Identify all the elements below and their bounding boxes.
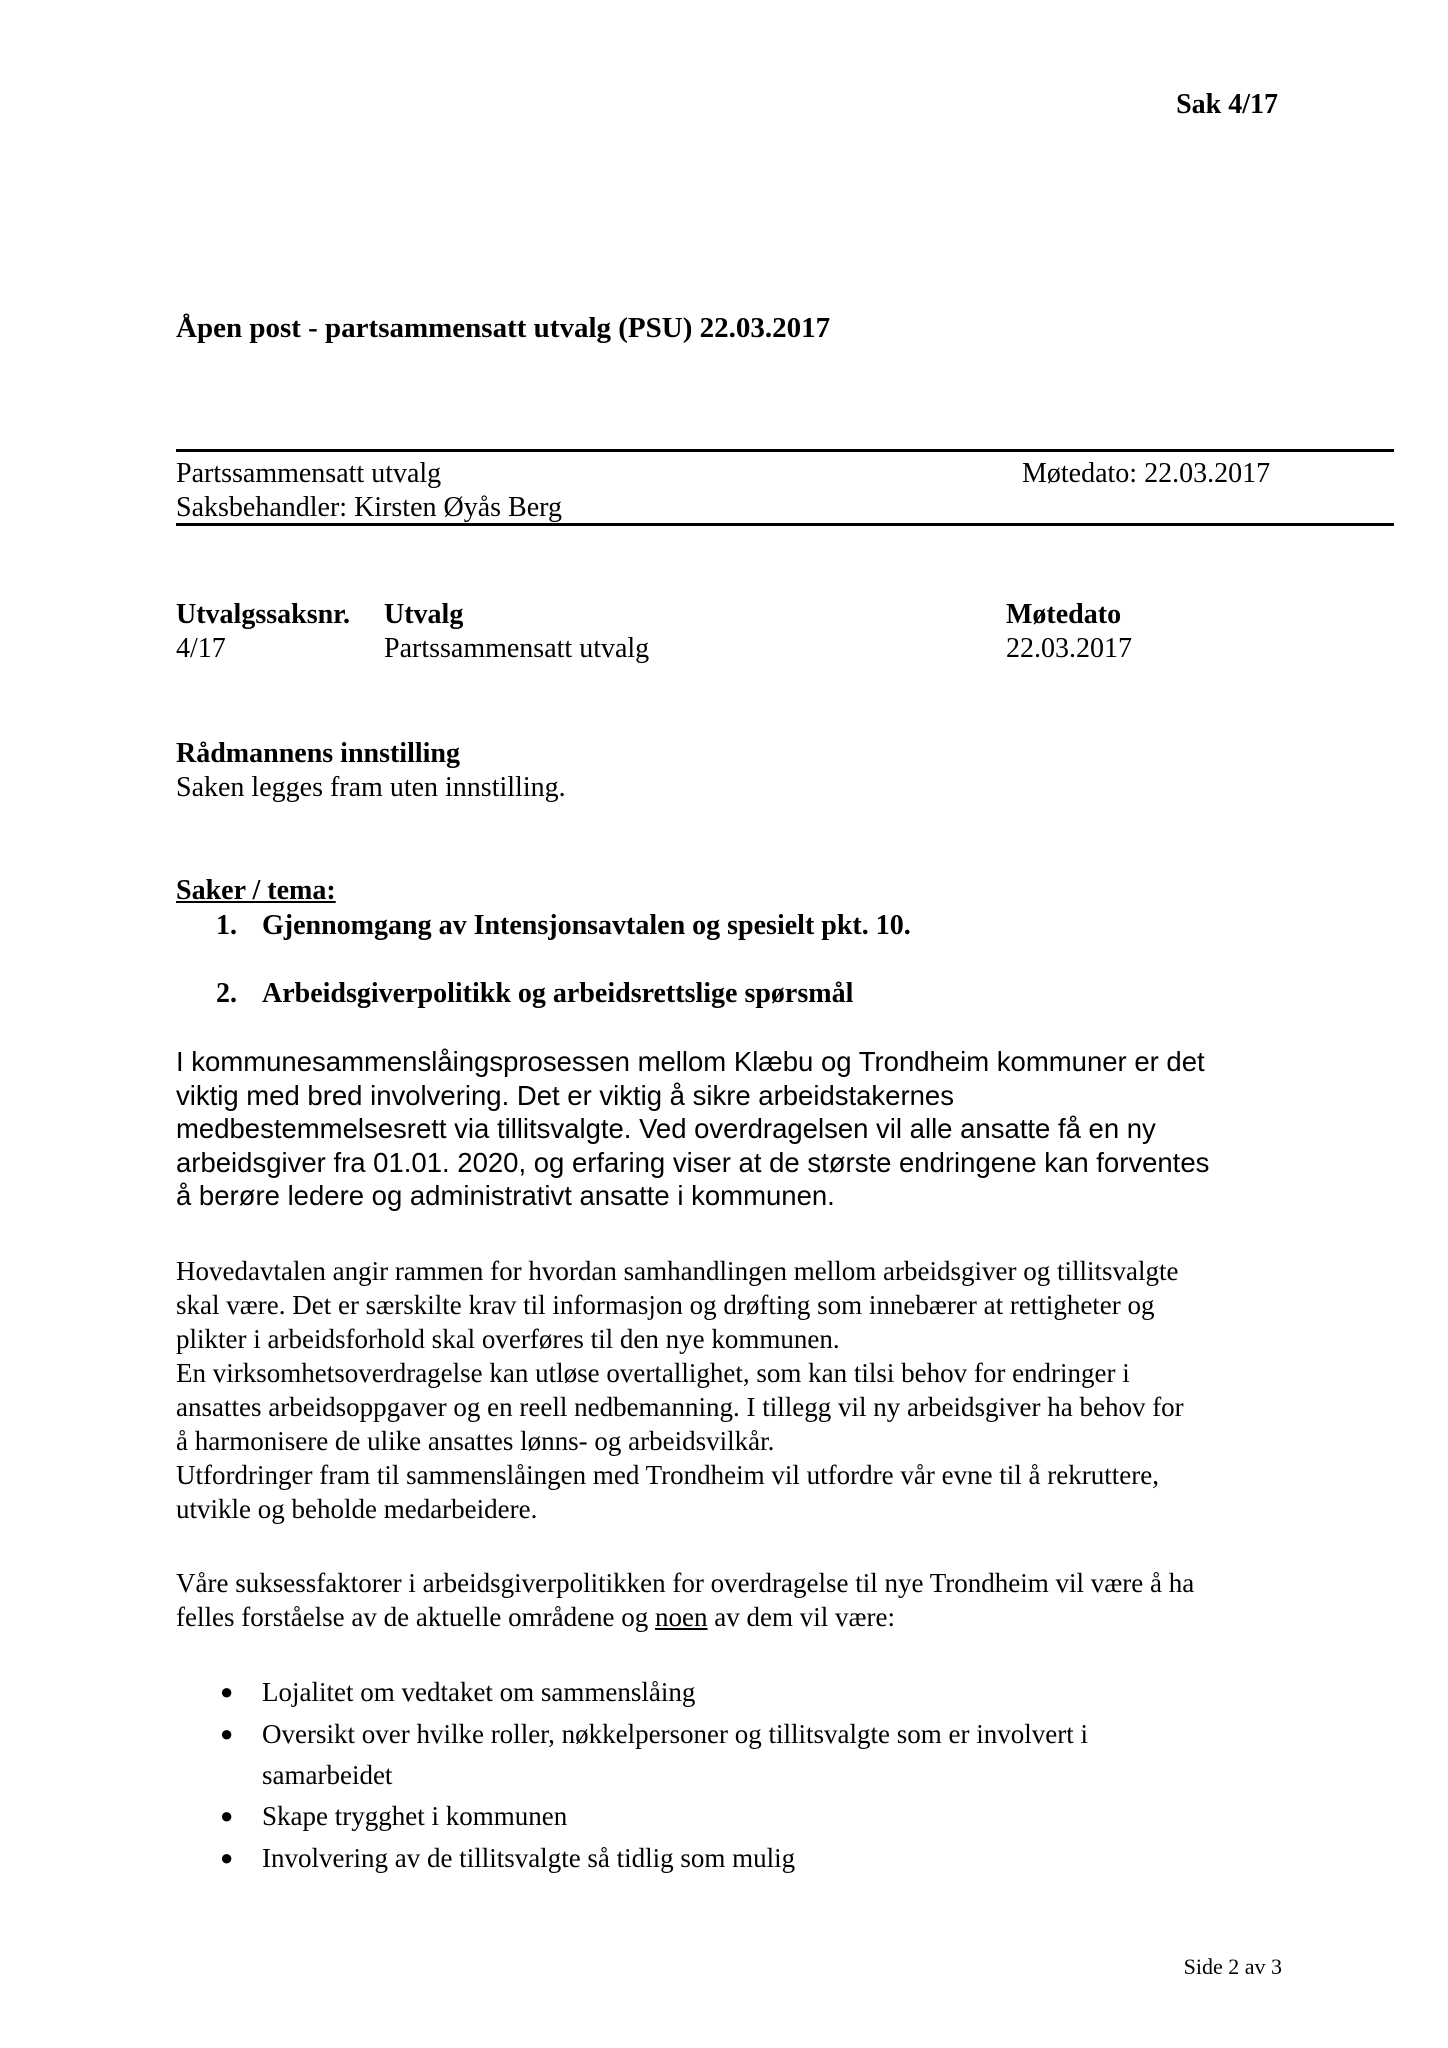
table-cell-committee: Partssammensatt utvalg: [384, 633, 650, 664]
paragraph-main-line: å harmonisere de ulike ansattes lønns- og arbeidsvilkår.: [176, 1426, 775, 1456]
case-reference: Sak 4/17: [1176, 89, 1278, 120]
list-item: Oversikt over hvilke roller, nøkkelpersoner og tillitsvalgte som er involvert i: [262, 1719, 1088, 1749]
topics-heading: Saker / tema:: [176, 875, 336, 906]
paragraph-main-agreement: [176, 1254, 1376, 1526]
table-header-meeting-date: Møtedato: [1006, 599, 1122, 630]
table-header-committee: Utvalg: [384, 599, 464, 630]
success-factors-intro-line2: [176, 1600, 1376, 1634]
intro-line2-post: av dem vil være:: [707, 1602, 895, 1632]
success-factors-intro: [176, 1566, 1376, 1634]
topic-2-number: 2.: [216, 978, 237, 1009]
paragraph-main-line: utvikle og beholde medarbeidere.: [176, 1494, 538, 1524]
paragraph-main-line: plikter i arbeidsforhold skal overføres til den nye kommunen.: [176, 1324, 840, 1354]
topic-1-number: 1.: [216, 910, 237, 941]
intro-line2-pre: felles forståelse av de aktuelle områdene og: [176, 1602, 656, 1632]
bullet-icon: ●: [220, 1721, 234, 1746]
meeting-date: Møtedato: 22.03.2017: [1022, 458, 1271, 489]
paragraph-main-line: Utfordringer fram til sammenslåingen med Trondheim vil utfordre vår evne til å rekruttere,: [176, 1460, 1159, 1490]
paragraph-main-line: ansattes arbeidsoppgaver og en reell nedbemanning. I tillegg vil ny arbeidsgiver ha behov for: [176, 1392, 1184, 1422]
paragraph-main-line: En virksomhetsoverdragelse kan utløse overtallighet, som kan tilsi behov for endringer i: [176, 1358, 1130, 1388]
bullet-icon: ●: [220, 1679, 234, 1704]
paragraph-process: [176, 1045, 1376, 1213]
paragraph-process-line: I kommunesammenslåingsprosessen mellom Klæbu og Trondheim kommuner er det: [176, 1046, 1205, 1077]
paragraph-process-line: viktig med bred involvering. Det er viktig å sikre arbeidstakernes: [176, 1079, 954, 1111]
table-cell-case-number: 4/17: [176, 633, 226, 664]
document-title: Åpen post - partsammensatt utvalg (PSU) 22.03.2017: [176, 312, 831, 344]
bottom-rule: [176, 523, 1394, 526]
recommendation-heading: Rådmannens innstilling: [176, 738, 460, 769]
top-rule: [176, 449, 1394, 452]
list-item: Involvering av de tillitsvalgte så tidlig som mulig: [262, 1843, 796, 1873]
paragraph-main-line: Hovedavtalen angir rammen for hvordan samhandlingen mellom arbeidsgiver og tillitsvalgte: [176, 1256, 1179, 1286]
recommendation-text: Saken legges fram uten innstilling.: [176, 772, 566, 803]
list-item: Lojalitet om vedtaket om sammenslåing: [262, 1677, 696, 1707]
paragraph-process-line: å berøre ledere og administrativt ansatte i kommunen.: [176, 1180, 835, 1211]
paragraph-main-line: skal være. Det er særskilte krav til informasjon og drøfting som innebærer at rettigheter og: [176, 1290, 1155, 1320]
committee-name: Partssammensatt utvalg: [176, 458, 442, 489]
list-item: Skape trygghet i kommunen: [262, 1801, 568, 1831]
paragraph-process-line: arbeidsgiver fra 01.01. 2020, og erfaring viser at de største endringene kan forventes: [176, 1146, 1210, 1178]
topic-1-text: Gjennomgang av Intensjonsavtalen og spesielt pkt. 10.: [262, 910, 911, 941]
bullet-icon: ●: [220, 1803, 234, 1828]
page-number: Side 2 av 3: [1183, 1954, 1282, 1979]
intro-underlined-word: noen: [655, 1602, 708, 1632]
case-officer: Saksbehandler: Kirsten Øyås Berg: [176, 492, 562, 523]
list-item-continuation: samarbeidet: [262, 1760, 393, 1790]
success-factors-intro-line1: Våre suksessfaktorer i arbeidsgiverpolitikken for overdragelse til nye Trondheim vil være å ha: [176, 1568, 1195, 1598]
paragraph-process-line: medbestemmelsesrett via tillitsvalgte. Ved overdragelsen vil alle ansatte få en ny: [176, 1113, 1156, 1144]
topic-2-text: Arbeidsgiverpolitikk og arbeidsrettslige spørsmål: [262, 978, 854, 1009]
table-header-case-number: Utvalgssaksnr.: [176, 599, 351, 630]
bullet-icon: ●: [220, 1845, 234, 1870]
table-cell-meeting-date: 22.03.2017: [1006, 633, 1132, 664]
